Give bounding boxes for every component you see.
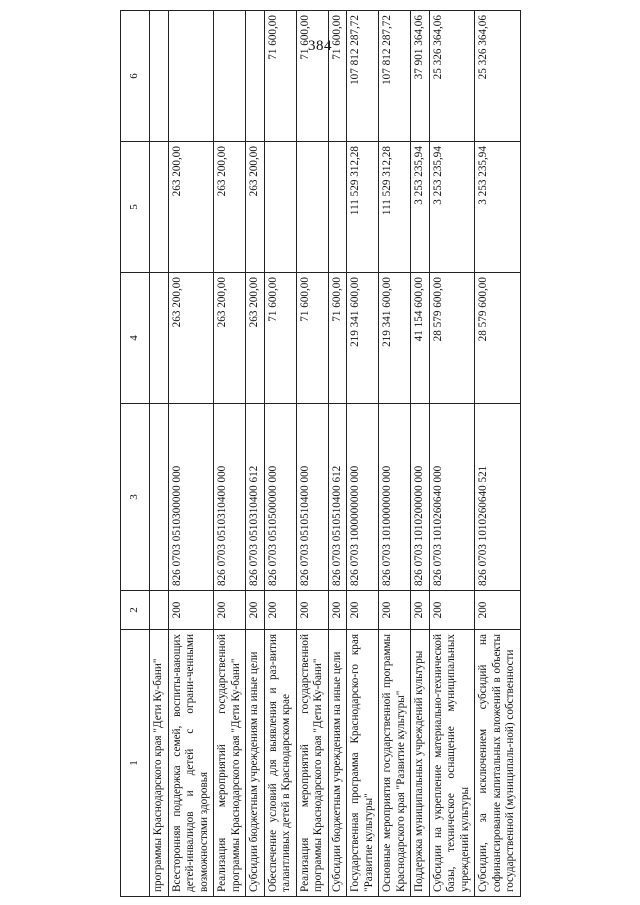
table-row [429, 11, 475, 897]
name-cell: Субсидии бюджетным учреждениям на иные цели [246, 630, 265, 897]
table-row [246, 11, 265, 897]
budget-code-cell: 826 0703 0510300000 000 [168, 404, 214, 591]
column-number-cell: 5 [121, 142, 150, 273]
table-header-row [121, 11, 150, 897]
column-number-cell: 2 [121, 591, 150, 630]
column-number-cell: 1 [121, 630, 150, 897]
amount-part-a-cell [328, 142, 347, 273]
amount-part-b-cell: 71 600,00 [264, 11, 296, 142]
budget-code-cell: 826 0703 1010260640 521 [475, 404, 521, 591]
name-cell: Реализация мероприятий государственной программы Краснодарского края "Дети Ку-бани" [214, 630, 246, 897]
amount-part-a-cell: 111 529 312,28 [379, 142, 411, 273]
name-cell: Поддержка муниципальных учреждений культуры [411, 630, 430, 897]
amount-total-cell: 71 600,00 [296, 273, 328, 404]
budget-code-cell [150, 404, 169, 591]
name-cell: Всесторонняя поддержка семей, воспиты-вающих детей-инвалидов и детей с ограни-ченными возможностями здоровья [168, 630, 214, 897]
budget-code-cell: 826 0703 1010200000 000 [411, 404, 430, 591]
amount-total-cell: 41 154 600,00 [411, 273, 430, 404]
budget-code-cell: 826 0703 0510510400 612 [328, 404, 347, 591]
amount-part-a-cell [296, 142, 328, 273]
amount-part-a-cell [264, 142, 296, 273]
section-code-cell: 200 [475, 591, 521, 630]
table-row [411, 11, 430, 897]
amount-part-a-cell: 3 253 235,94 [475, 142, 521, 273]
section-code-cell: 200 [214, 591, 246, 630]
section-code-cell: 200 [429, 591, 475, 630]
section-code-cell: 200 [411, 591, 430, 630]
budget-code-cell: 826 0703 1010260640 000 [429, 404, 475, 591]
budget-code-cell: 826 0703 1000000000 000 [347, 404, 379, 591]
table-row [328, 11, 347, 897]
amount-part-b-cell: 37 901 364,06 [411, 11, 430, 142]
amount-part-a-cell: 3 253 235,94 [411, 142, 430, 273]
amount-total-cell: 219 341 600,00 [347, 273, 379, 404]
amount-total-cell [150, 273, 169, 404]
table-row [214, 11, 246, 897]
page-number: 384 [308, 38, 332, 54]
name-cell: Государственная программа Краснодарско-го края "Развитие культуры" [347, 630, 379, 897]
table-row [347, 11, 379, 897]
section-code-cell: 200 [246, 591, 265, 630]
section-code-cell: 200 [168, 591, 214, 630]
amount-part-b-cell [246, 11, 265, 142]
amount-total-cell: 71 600,00 [264, 273, 296, 404]
amount-total-cell: 28 579 600,00 [429, 273, 475, 404]
amount-total-cell: 71 600,00 [328, 273, 347, 404]
section-code-cell: 200 [379, 591, 411, 630]
budget-table [120, 10, 521, 897]
amount-part-b-cell [150, 11, 169, 142]
budget-code-cell: 826 0703 0510310400 612 [246, 404, 265, 591]
amount-total-cell: 263 200,00 [246, 273, 265, 404]
column-number-cell: 6 [121, 11, 150, 142]
table-row [168, 11, 214, 897]
budget-code-cell: 826 0703 0510510400 000 [296, 404, 328, 591]
section-code-cell: 200 [347, 591, 379, 630]
section-code-cell: 200 [296, 591, 328, 630]
table-body [121, 11, 521, 897]
amount-part-b-cell: 71 600,00 [328, 11, 347, 142]
column-number-cell: 4 [121, 273, 150, 404]
amount-total-cell: 28 579 600,00 [475, 273, 521, 404]
amount-total-cell: 263 200,00 [168, 273, 214, 404]
amount-part-a-cell: 111 529 312,28 [347, 142, 379, 273]
amount-part-b-cell [214, 11, 246, 142]
amount-part-a-cell: 3 253 235,94 [429, 142, 475, 273]
name-cell: Обеспечение условий для выявления и раз-вития талантливых детей в Краснодарском крае [264, 630, 296, 897]
amount-part-a-cell [150, 142, 169, 273]
table-row [296, 11, 328, 897]
name-cell: Субсидии, за исключением субсидий на софинансирование капитальных вложений в объекты государственной (муниципаль-ной) собственности [475, 630, 521, 897]
amount-part-b-cell: 107 812 287,72 [347, 11, 379, 142]
amount-part-b-cell [168, 11, 214, 142]
section-code-cell [150, 591, 169, 630]
name-cell: Реализация мероприятий государственной программы Краснодарского края "Дети Ку-бани" [296, 630, 328, 897]
amount-part-a-cell: 263 200,00 [168, 142, 214, 273]
name-cell: Субсидии на укрепление материально-технической базы, техническое оснащение муниципальных учреждений культуры [429, 630, 475, 897]
amount-part-a-cell: 263 200,00 [246, 142, 265, 273]
name-cell: Основные мероприятия государственной программы Краснодарского края "Развитие культуры" [379, 630, 411, 897]
name-cell: Субсидии бюджетным учреждениям на иные цели [328, 630, 347, 897]
table-row [475, 11, 521, 897]
budget-code-cell: 826 0703 1010000000 000 [379, 404, 411, 591]
budget-code-cell: 826 0703 0510310400 000 [214, 404, 246, 591]
amount-total-cell: 263 200,00 [214, 273, 246, 404]
amount-part-a-cell: 263 200,00 [214, 142, 246, 273]
column-number-cell: 3 [121, 404, 150, 591]
amount-part-b-cell: 107 812 287,72 [379, 11, 411, 142]
budget-code-cell: 826 0703 0510500000 000 [264, 404, 296, 591]
section-code-cell: 200 [264, 591, 296, 630]
table-row [150, 11, 169, 897]
amount-part-b-cell: 25 326 364,06 [475, 11, 521, 142]
amount-part-b-cell: 25 326 364,06 [429, 11, 475, 142]
name-cell: программы Краснодарского края "Дети Ку-бани" [150, 630, 169, 897]
table-row [379, 11, 411, 897]
amount-total-cell: 219 341 600,00 [379, 273, 411, 404]
section-code-cell: 200 [328, 591, 347, 630]
amount-part-b-cell: 71 600,00 [296, 11, 328, 142]
table-row [264, 11, 296, 897]
